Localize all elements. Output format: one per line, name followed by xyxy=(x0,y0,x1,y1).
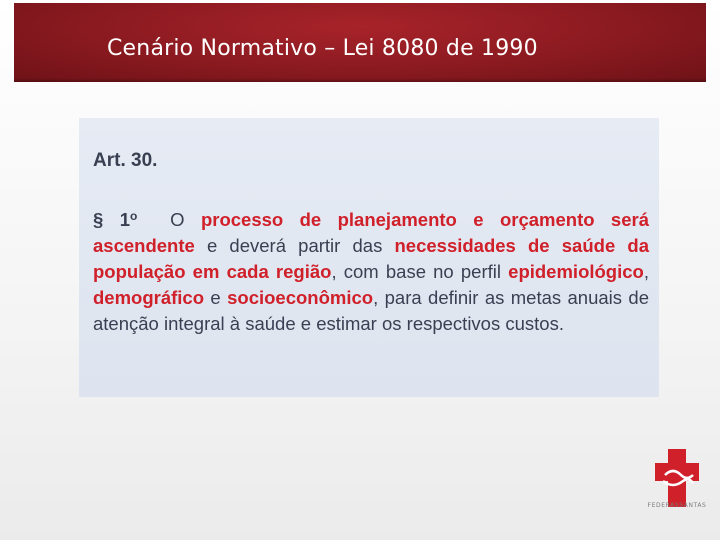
title-bar xyxy=(14,3,706,82)
plain-text: e xyxy=(204,287,228,308)
highlighted-text: demográfico xyxy=(93,287,205,308)
plain-text: e deverá partir das xyxy=(194,235,395,256)
plain-text: , com base no perfil xyxy=(331,261,509,282)
article-paragraph xyxy=(93,203,649,337)
article-heading: Art. 30. xyxy=(93,150,158,171)
highlighted-text: processo de planejamento e orçamento será ascendente xyxy=(93,209,649,256)
cross-handshake-icon xyxy=(655,449,699,507)
highlighted-text: necessidades de saúde da população em cada região xyxy=(93,235,649,282)
logo-caption: FEDERASSANTAS xyxy=(647,502,707,509)
ordinal-mark: o xyxy=(130,209,138,223)
highlighted-text: epidemiológico xyxy=(508,261,644,282)
highlighted-text: socioeconômico xyxy=(227,287,374,308)
paragraph-number: 1 xyxy=(119,209,130,230)
paragraph-text xyxy=(93,209,649,334)
slide-title: Cenário Normativo – Lei 8080 de 1990 xyxy=(107,36,538,61)
plain-text: , xyxy=(643,261,649,282)
plain-text: O xyxy=(170,209,201,230)
paragraph-symbol: § xyxy=(93,209,104,230)
article-content-box xyxy=(79,118,659,397)
plain-text: , para definir as metas anuais de atenção integral à saúde e estimar os respectivos custos. xyxy=(93,287,649,334)
